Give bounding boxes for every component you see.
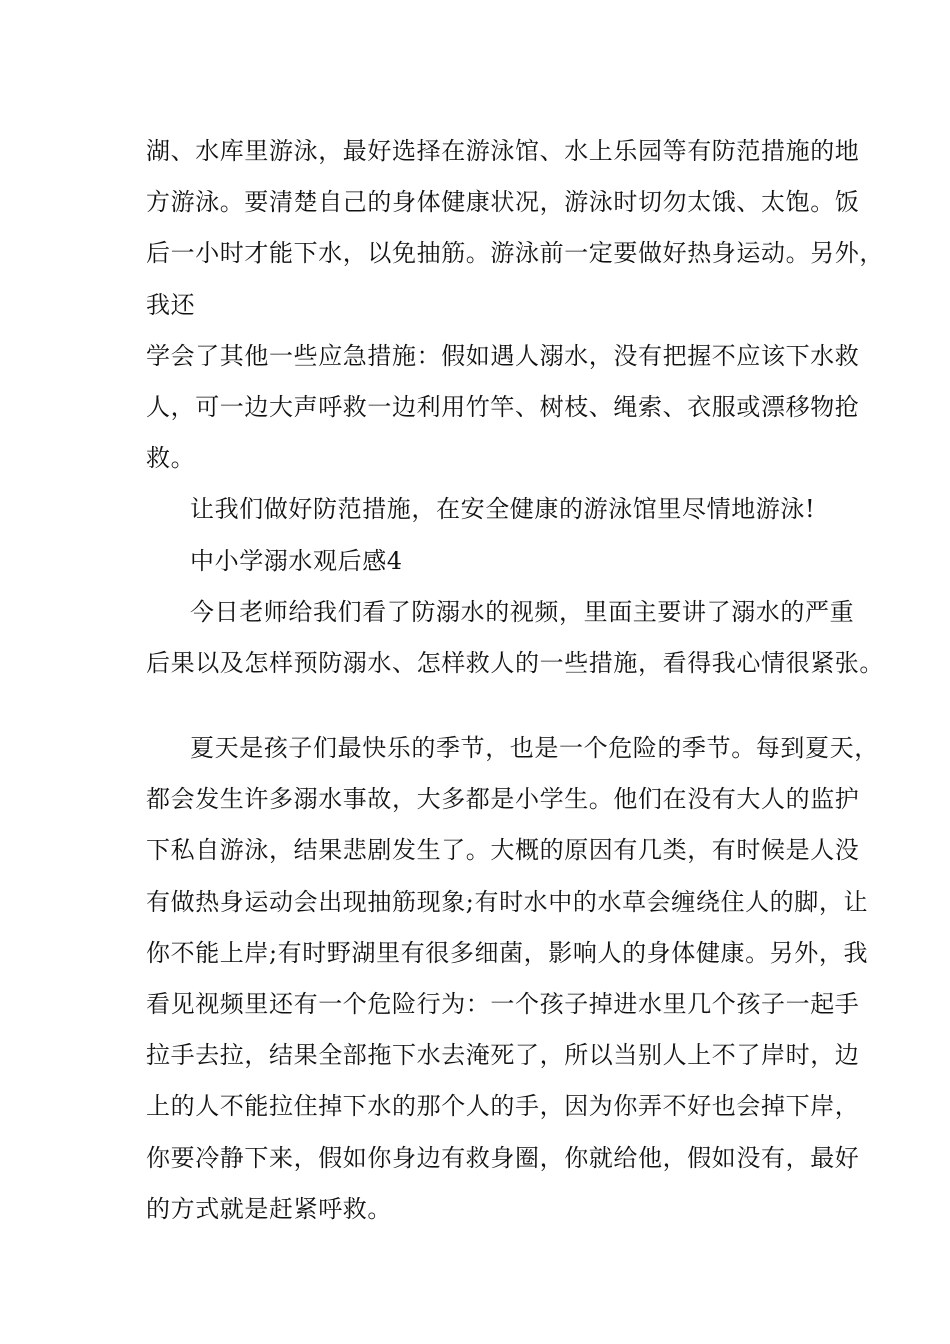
paragraph-line: 学会了其他一些应急措施：假如遇人溺水，没有把握不应该下水救 xyxy=(146,341,860,370)
paragraph-line: 看见视频里还有一个危险行为：一个孩子掉进水里几个孩子一起手 xyxy=(146,989,860,1018)
text-block-lower xyxy=(146,723,879,1235)
paragraph-line: 后一小时才能下水，以免抽筋。游泳前一定要做好热身运动。另外， xyxy=(146,239,884,268)
paragraph-line: 湖、水库里游泳，最好选择在游泳馆、水上乐园等有防范措施的地 xyxy=(146,137,860,165)
paragraph-line: 上的人不能拉住掉下水的那个人的手，因为你弄不好也会掉下岸， xyxy=(146,1092,860,1121)
paragraph-line: 你要冷静下来，假如你身边有救身圈，你就给他，假如没有，最好 xyxy=(146,1143,860,1172)
paragraph-line: 救。 xyxy=(146,444,196,473)
paragraph-line: 让我们做好防范措施，在安全健康的游泳馆里尽情地游泳! xyxy=(190,495,816,524)
paragraph-line: 后果以及怎样预防溺水、怎样救人的一些措施，看得我心情很紧张。 xyxy=(146,648,884,677)
paragraph-line: 有做热身运动会出现抽筋现象;有时水中的水草会缠绕住人的脚，让 xyxy=(146,887,869,916)
paragraph-line: 方游泳。要清楚自己的身体健康状况，游泳时切勿太饿、太饱。饭 xyxy=(146,188,860,217)
section-heading: 中小学溺水观后感4 xyxy=(190,546,403,575)
paragraph-line: 下私自游泳，结果悲剧发生了。大概的原因有几类，有时候是人没 xyxy=(146,836,860,865)
paragraph-line: 的方式就是赶紧呼救。 xyxy=(146,1194,392,1223)
paragraph-line: 我还 xyxy=(146,290,196,319)
paragraph-line: 夏天是孩子们最快乐的季节，也是一个危险的季节。每到夏天， xyxy=(190,734,879,762)
paragraph-line: 拉手去拉，结果全部拖下水去淹死了，所以当别人上不了岸时，边 xyxy=(146,1041,860,1070)
paragraph-line: 都会发生许多溺水事故，大多都是小学生。他们在没有大人的监护 xyxy=(146,785,860,814)
text-block-upper xyxy=(146,126,884,689)
paragraph-line: 今日老师给我们看了防溺水的视频，里面主要讲了溺水的严重 xyxy=(190,597,855,626)
paragraph-line: 你不能上岸;有时野湖里有很多细菌，影响人的身体健康。另外，我 xyxy=(146,938,869,967)
paragraph-line: 人，可一边大声呼救一边利用竹竿、树枝、绳索、衣服或漂移物抢 xyxy=(146,392,860,421)
